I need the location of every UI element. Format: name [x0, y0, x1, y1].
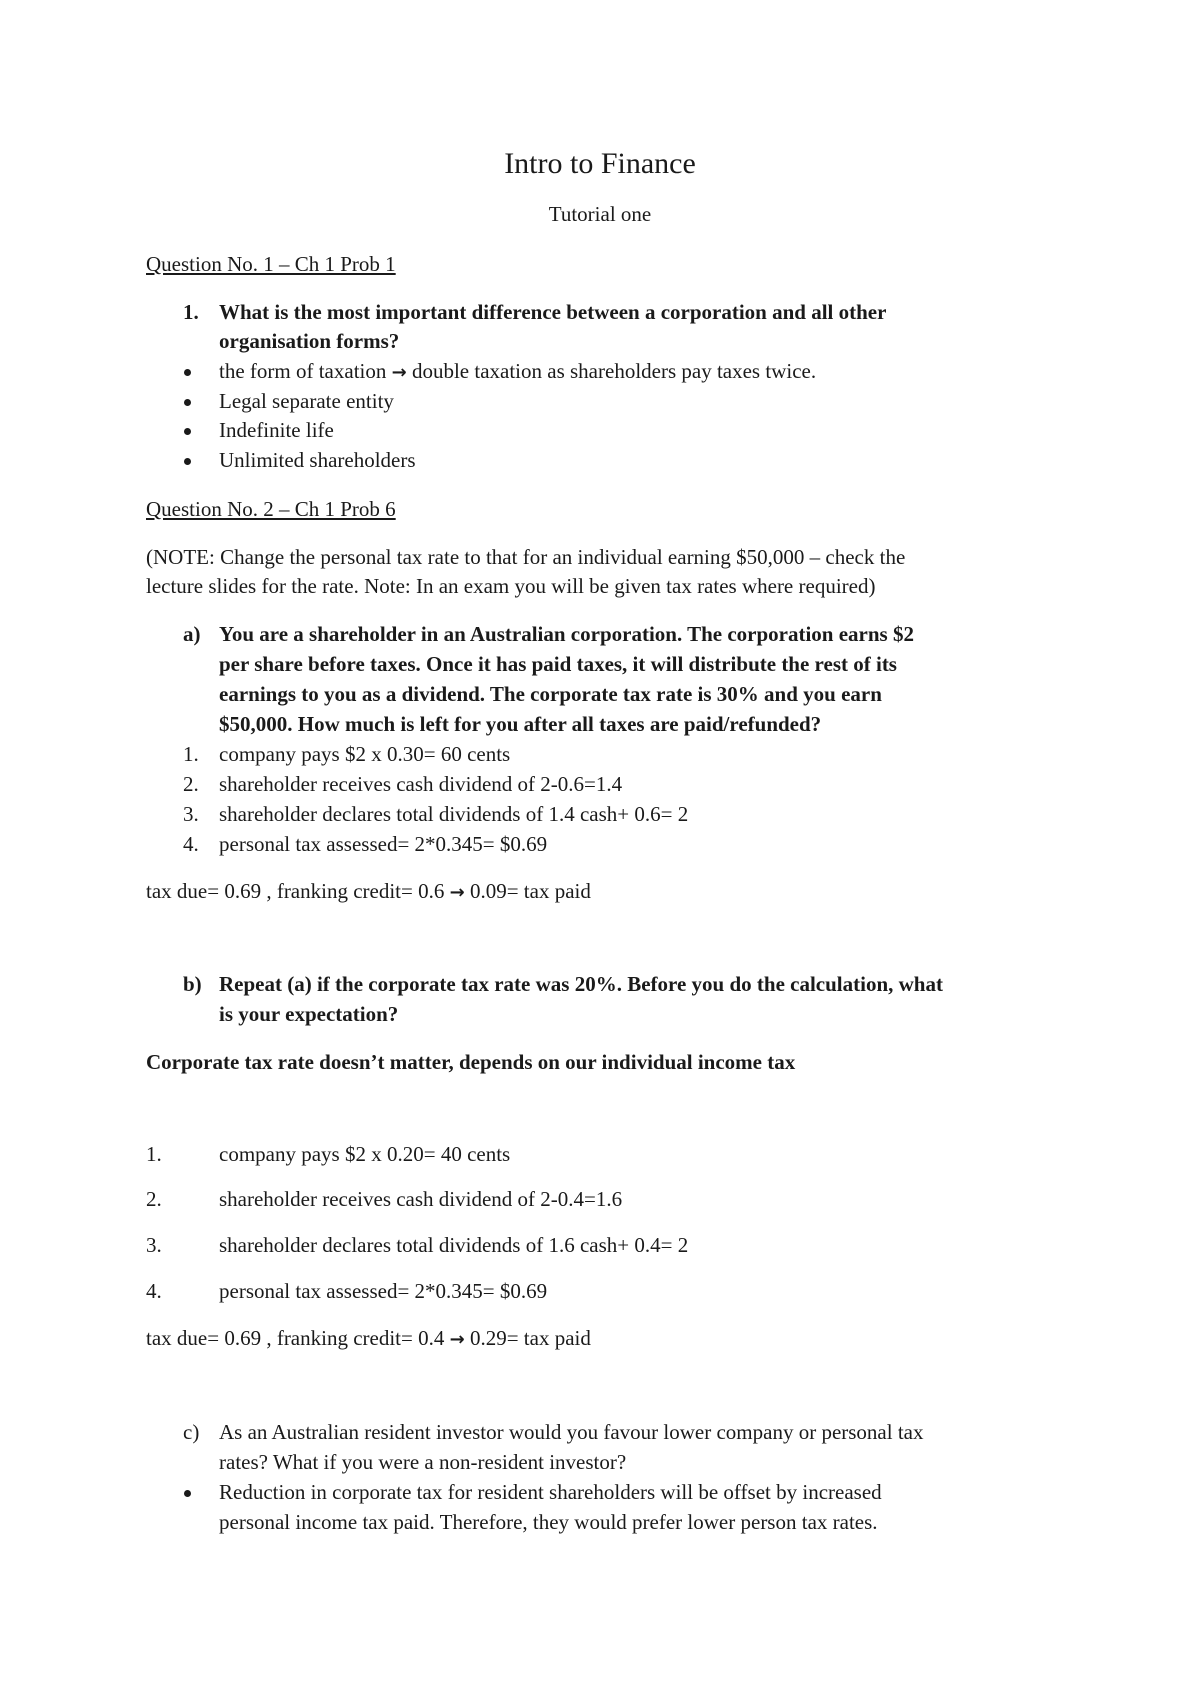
arrow-right-icon: →: [391, 362, 407, 383]
page-title: Intro to Finance: [504, 147, 696, 180]
part-a-summary-text: tax due= 0.69 , franking credit= 0.6: [146, 879, 445, 903]
part-c-line1: As an Australian resident investor would you favour lower company or personal tax: [219, 1420, 924, 1444]
arrow-right-icon: →: [449, 1329, 465, 1350]
bullet-icon: [184, 458, 191, 465]
part-a-step-number: 1.: [183, 742, 199, 766]
q1-bullet-1-result: double taxation as shareholders pay taxes twice.: [411, 359, 817, 383]
part-b-step-number: 3.: [146, 1233, 162, 1257]
q1-bullet-1: [219, 356, 816, 388]
part-b-summary-text: tax due= 0.69 , franking credit= 0.4: [146, 1326, 445, 1350]
part-a-line2: per share before taxes. Once it has paid taxes, it will distribute the rest of its: [219, 652, 897, 676]
part-a-step-1: company pays $2 x 0.30= 60 cents: [219, 742, 511, 766]
part-c-bullet-line1: Reduction in corporate tax for resident shareholders will be offset by increased: [219, 1480, 882, 1504]
part-b-step-number: 1.: [146, 1142, 162, 1166]
part-a-line1: You are a shareholder in an Australian corporation. The corporation earns $2: [219, 622, 914, 646]
part-b-step-number: 4.: [146, 1279, 162, 1303]
bullet-icon: [184, 428, 191, 435]
q1-question-line1: What is the most important difference between a corporation and all other: [219, 300, 887, 324]
q1-number: 1.: [183, 300, 199, 324]
part-b-label: b): [183, 972, 202, 996]
part-c-bullet-line2: personal income tax paid. Therefore, they would prefer lower person tax rates.: [219, 1510, 878, 1534]
part-a-summary-result: 0.09= tax paid: [469, 879, 591, 903]
q1-heading: Question No. 1 – Ch 1 Prob 1: [146, 252, 396, 276]
part-a-step-3: shareholder declares total dividends of 1.4 cash+ 0.6= 2: [219, 802, 689, 826]
part-a-step-2: shareholder receives cash dividend of 2-0.6=1.4: [219, 772, 623, 796]
part-b-step-number: 2.: [146, 1187, 162, 1211]
part-a-step-4: personal tax assessed= 2*0.345= $0.69: [219, 832, 548, 856]
part-b-step-4: personal tax assessed= 2*0.345= $0.69: [219, 1279, 548, 1303]
q2-heading: Question No. 2 – Ch 1 Prob 6: [146, 497, 396, 521]
arrow-right-icon: →: [449, 882, 465, 903]
bullet-icon: [184, 399, 191, 406]
part-a-step-number: 4.: [183, 832, 199, 856]
part-b-summary-result: 0.29= tax paid: [469, 1326, 591, 1350]
part-a-label: a): [183, 622, 201, 646]
q1-bullet-3: Indefinite life: [219, 418, 334, 442]
part-c-line2: rates? What if you were a non-resident investor?: [219, 1450, 627, 1474]
q1-bullet-1-text: the form of taxation: [219, 359, 387, 383]
part-a-line4: $50,000. How much is left for you after all taxes are paid/refunded?: [219, 712, 822, 736]
part-b-summary: [146, 1323, 591, 1355]
part-a-step-number: 2.: [183, 772, 199, 796]
part-a-summary: [146, 876, 591, 908]
q1-question-line2: organisation forms?: [219, 329, 400, 353]
q1-bullet-2: Legal separate entity: [219, 389, 394, 413]
part-b-step-1: company pays $2 x 0.20= 40 cents: [219, 1142, 511, 1166]
part-a-step-number: 3.: [183, 802, 199, 826]
part-c-label: c): [183, 1420, 200, 1444]
part-a-line3: earnings to you as a dividend. The corporate tax rate is 30% and you earn: [219, 682, 882, 706]
part-b-step-2: shareholder receives cash dividend of 2-0.4=1.6: [219, 1187, 623, 1211]
q1-bullet-4: Unlimited shareholders: [219, 448, 416, 472]
bullet-icon: [184, 1490, 191, 1497]
bullet-icon: [184, 369, 191, 376]
q2-note-line1: (NOTE: Change the personal tax rate to that for an individual earning $50,000 – check the: [146, 545, 906, 569]
part-b-step-3: shareholder declares total dividends of 1.6 cash+ 0.4= 2: [219, 1233, 689, 1257]
part-b-line2: is your expectation?: [219, 1002, 399, 1026]
q2-note-line2: lecture slides for the rate. Note: In an exam you will be given tax rates where required): [146, 574, 876, 598]
part-b-answer: Corporate tax rate doesn’t matter, depends on our individual income tax: [146, 1050, 796, 1074]
part-b-line1: Repeat (a) if the corporate tax rate was 20%. Before you do the calculation, what: [219, 972, 943, 996]
page-subtitle: Tutorial one: [548, 202, 652, 226]
